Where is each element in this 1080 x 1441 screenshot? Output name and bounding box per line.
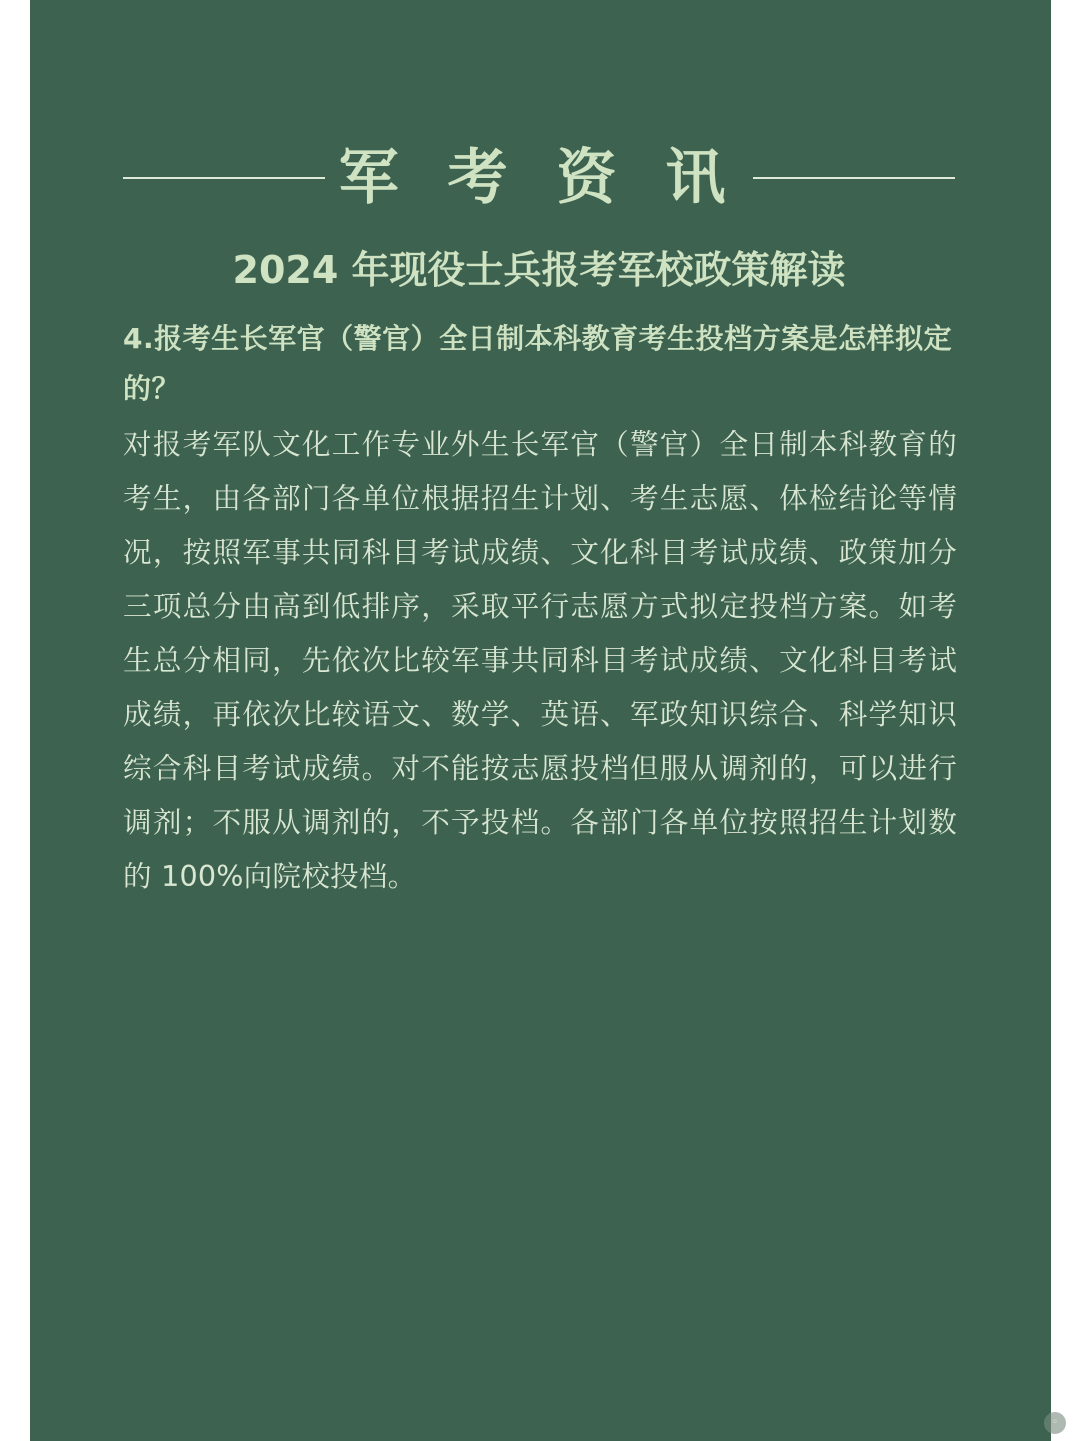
watermark-icon: ◦ — [1044, 1412, 1066, 1434]
question-heading: 4.报考生长军官（警官）全日制本科教育考生投档方案是怎样拟定的？ — [123, 322, 953, 405]
header-title: 军 考 资 讯 — [338, 143, 740, 213]
answer-paragraph: 对报考军队文化工作专业外生长军官（警官）全日制本科教育的考生，由各部门各单位根据招生计划、考生志愿、体检结论等情况，按照军事共同科目考试成绩、文化科目考试成绩、政策加分三项总分由高到低排序，采取平行志愿方式拟定投档方案。如考生总分相同，先依次比较军事共同科目考试成绩、文化科目考试成绩，再依次比较语文、数学、英语、军政知识综合、科学知识综合科目考试成绩。对不能按志愿投档但服从调剂的，可以进行调剂；不服从调剂的，不予投档。各部门各单位按照招生计划数的 100%向院校投档。 — [123, 427, 957, 893]
header-right-rule — [753, 177, 955, 179]
header-row — [123, 142, 955, 214]
header-left-rule — [123, 177, 325, 179]
article-subtitle: 2024 年现役士兵报考军校政策解读 — [232, 248, 846, 292]
